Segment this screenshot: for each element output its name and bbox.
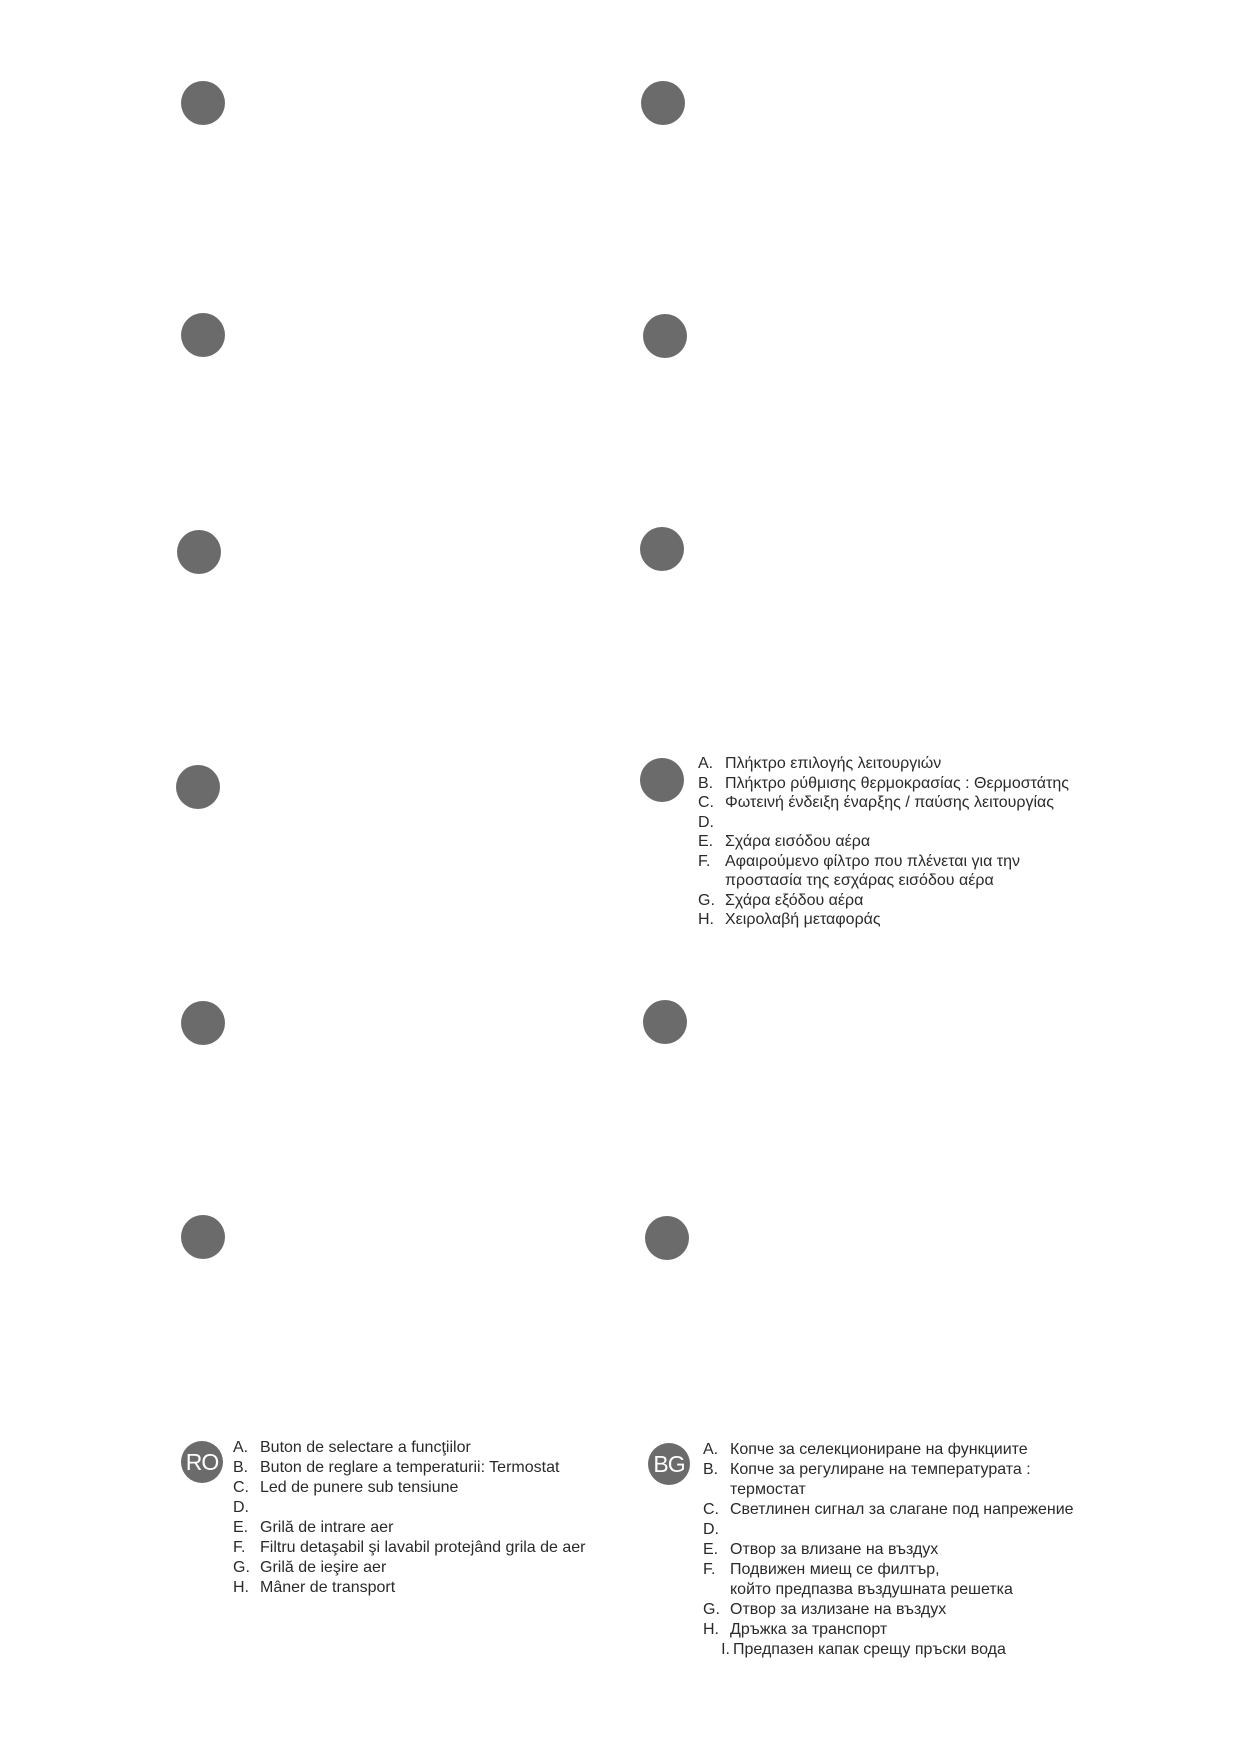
item-text: Светлинен сигнал за слагане под напрежение: [730, 1501, 1074, 1518]
item-text: Σχάρα εξόδου αέρα: [725, 891, 864, 909]
language-badge-bg: [648, 1443, 690, 1485]
item-letter: [703, 1580, 730, 1600]
section-circle: [643, 1000, 687, 1044]
item-letter: [698, 871, 725, 891]
item-letter: [703, 1480, 730, 1500]
list-item-continuation: [703, 1580, 1074, 1600]
list-item: [703, 1560, 1074, 1580]
item-letter: H.: [703, 1621, 719, 1638]
item-text: Grilă de ieşire aer: [260, 1559, 387, 1576]
section-circle: [645, 1216, 689, 1260]
item-letter: G.: [703, 1601, 720, 1618]
item-letter: E.: [698, 833, 714, 850]
list-item: [233, 1518, 586, 1538]
item-letter: B.: [703, 1461, 719, 1478]
list-item: [698, 813, 1069, 833]
item-letter: B.: [698, 774, 714, 792]
item-text: Дръжка за транспорт: [730, 1621, 888, 1638]
item-text: Grilă de intrare aer: [260, 1519, 394, 1536]
item-text: Предпазен капак срещу пръски вода: [733, 1641, 1006, 1658]
item-text: Buton de reglare a temperaturii: Termostat: [260, 1459, 560, 1476]
item-letter: H.: [698, 911, 714, 928]
item-text: Πλήκτρο επιλογής λειτουργιών: [725, 755, 942, 772]
section-circle: [641, 81, 685, 125]
item-letter: I.: [721, 1641, 730, 1658]
list-item: [233, 1458, 586, 1478]
badge-label: BG: [653, 1450, 685, 1477]
item-letter: F.: [703, 1561, 716, 1578]
list-item: [703, 1440, 1074, 1460]
item-letter: C.: [698, 794, 714, 811]
list-item: [703, 1540, 1074, 1560]
section-circle: [181, 1001, 225, 1045]
list-item: [698, 910, 1069, 930]
section-circle: [643, 314, 687, 358]
item-text: προστασία της εσχάρας εισόδου αέρα: [725, 872, 994, 889]
item-text: Подвижен миещ се филтър,: [730, 1561, 940, 1578]
item-letter: A.: [703, 1441, 719, 1458]
item-text: Копче за селекциониране на функциите: [730, 1441, 1028, 1458]
item-text: Φωτεινή ένδειξη έναρξης / παύσης λειτουργίας: [725, 794, 1054, 811]
list-item: [233, 1558, 586, 1578]
list-item: [703, 1520, 1074, 1540]
list-item-continuation: [698, 871, 1069, 891]
item-letter: G.: [233, 1559, 250, 1576]
language-badge-ro: [181, 1441, 223, 1483]
list-item: [703, 1500, 1074, 1520]
item-text: който предпазва въздушната решетка: [730, 1581, 1013, 1598]
section-circle: [176, 765, 220, 809]
item-letter: E.: [703, 1541, 719, 1558]
item-text: Отвор за излизане на въздух: [730, 1601, 947, 1618]
item-text: Πλήκτρο ρύθμισης θερμοκρασίας : Θερμοστάτης: [725, 774, 1069, 792]
list-item: [698, 793, 1069, 813]
section-circle: [640, 527, 684, 571]
badge-label: RO: [185, 1448, 219, 1475]
item-letter: F.: [233, 1539, 246, 1556]
item-text: Buton de selectare a funcţiilor: [260, 1439, 471, 1456]
section-circle: [181, 1215, 225, 1259]
list-item: [233, 1578, 586, 1598]
list-item: [233, 1438, 586, 1458]
list-item: [703, 1640, 1074, 1660]
section-circle: [177, 530, 221, 574]
section-circle-el: [640, 758, 684, 802]
item-letter: D.: [703, 1521, 719, 1538]
item-letter: D.: [233, 1499, 249, 1516]
item-letter: A.: [233, 1439, 249, 1456]
list-item: [698, 754, 1069, 774]
legend-list-el: [698, 754, 1069, 930]
item-text: Копче за регулиране на температурата :: [730, 1461, 1031, 1478]
list-item: [233, 1478, 586, 1498]
section-circle: [181, 81, 225, 125]
list-item: [703, 1460, 1074, 1480]
list-item-continuation: [703, 1480, 1074, 1500]
list-item: [698, 852, 1069, 872]
item-text: Mâner de transport: [260, 1579, 396, 1596]
item-text: Отвор за влизане на въздух: [730, 1541, 939, 1558]
item-text: Σχάρα εισόδου αέρα: [725, 833, 871, 850]
item-letter: D.: [698, 813, 714, 831]
list-item: [233, 1498, 586, 1518]
item-text: Αφαιρούμενο φίλτρο που πλένεται για την: [725, 852, 1021, 870]
section-circle: [181, 313, 225, 357]
item-text: Filtru detaşabil şi lavabil protejând grila de aer: [260, 1539, 586, 1556]
list-item: [233, 1538, 586, 1558]
item-letter: B.: [233, 1459, 249, 1476]
item-letter: C.: [703, 1501, 719, 1518]
item-letter: F.: [698, 852, 711, 870]
list-item: [703, 1620, 1074, 1640]
item-letter: E.: [233, 1519, 249, 1536]
item-letter: C.: [233, 1479, 249, 1496]
list-item: [698, 832, 1069, 852]
item-letter: H.: [233, 1579, 249, 1596]
item-letter: G.: [698, 891, 715, 909]
list-item: [703, 1600, 1074, 1620]
item-text: термостат: [730, 1481, 806, 1498]
list-item: [698, 774, 1069, 794]
legend-list-ro: [233, 1438, 586, 1598]
item-letter: A.: [698, 755, 714, 772]
list-item: [698, 891, 1069, 911]
item-text: Χειρολαβή μεταφοράς: [725, 911, 881, 928]
legend-list-bg: [703, 1440, 1074, 1660]
item-text: Led de punere sub tensiune: [260, 1479, 459, 1496]
